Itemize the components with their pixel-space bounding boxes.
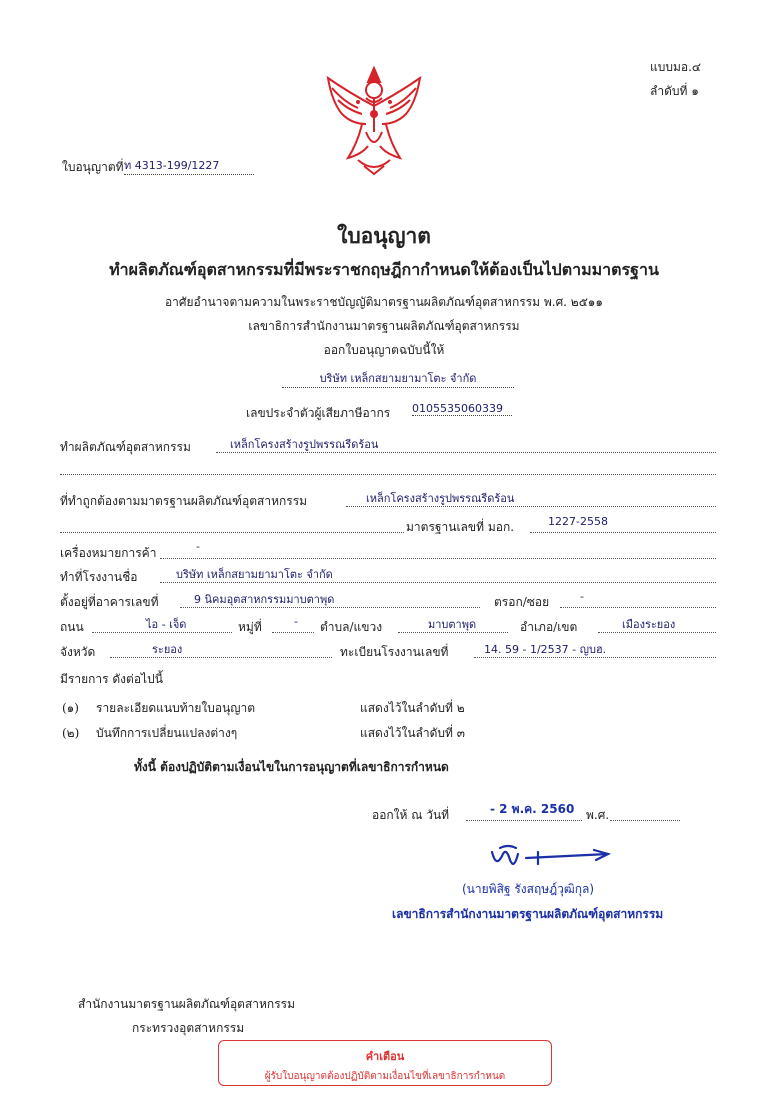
issue-era: พ.ศ. (586, 808, 610, 822)
list-item-number: (๑) (62, 701, 79, 715)
list-item-text: รายละเอียดแนบท้ายใบอนุญาต (96, 701, 256, 715)
signature-icon (486, 838, 616, 878)
standard-no-value: 1227-2558 (548, 515, 608, 528)
district-value: เมืองระยอง (622, 618, 676, 631)
product-value: เหล็กโครงสร้างรูปพรรณรีดร้อน (230, 438, 379, 451)
issue-date-dotted-line (466, 820, 582, 821)
list-item-number: (๒) (62, 726, 80, 740)
moo-value: - (294, 615, 298, 628)
standard-no-dotted-line (530, 532, 716, 533)
trademark-value: - (196, 540, 200, 553)
subdistrict-dotted-line (398, 632, 508, 633)
list-heading: มีรายการ ดังต่อไปนี้ (60, 672, 163, 686)
issue-label: ออกให้ ณ วันที่ (372, 808, 450, 822)
intro-line-1: อาศัยอำนาจตามความในพระราชบัญญัติมาตรฐานผลิตภัณฑ์อุตสาหกรรม พ.ศ. ๒๕๑๑ (164, 295, 604, 309)
tax-id-label: เลขประจำตัวผู้เสียภาษีอากร (246, 406, 391, 420)
alley-value: - (580, 590, 584, 603)
factory-label: ทำที่โรงงานชื่อ (60, 570, 138, 584)
province-dotted-line (110, 657, 332, 658)
license-label: ใบอนุญาตที่ (62, 160, 124, 174)
issue-era-dotted-line (610, 820, 680, 821)
intro-line-2: เลขาธิการสำนักงานมาตรฐานผลิตภัณฑ์อุตสาหกรรม (248, 319, 520, 333)
address-dotted-line (180, 607, 480, 608)
road-label: ถนน (60, 620, 84, 634)
standard-value: เหล็กโครงสร้างรูปพรรณรีดร้อน (366, 492, 515, 505)
issue-date-stamp: - 2 พ.ค. 2560 (490, 802, 575, 816)
address-value: 9 นิคมอุตสาหกรรมมาบตาพุด (194, 593, 335, 606)
road-value: ไอ - เจ็ด (146, 618, 187, 631)
document-title: ใบอนุญาต (337, 223, 431, 248)
list-item-text: บันทึกการเปลี่ยนแปลงต่างๆ (96, 726, 238, 740)
province-label: จังหวัด (60, 645, 96, 659)
standard-blank-line (60, 532, 404, 533)
alley-dotted-line (560, 607, 716, 608)
address-label: ตั้งอยู่ที่อาคารเลขที่ (60, 595, 159, 609)
factory-reg-label: ทะเบียนโรงงานเลขที่ (340, 645, 449, 659)
standard-no-label: มาตรฐานเลขที่ มอก. (406, 520, 515, 534)
product-dotted-line (216, 452, 716, 453)
blank-dotted-line (60, 474, 716, 475)
footer-ministry: กระทรวงอุตสาหกรรม (132, 1021, 245, 1035)
alley-label: ตรอก/ซอย (494, 595, 550, 609)
signatory-name: (นายพิสิฐ รังสฤษฎ์วุฒิกุล) (462, 882, 595, 896)
list-item-reference: แสดงไว้ในลำดับที่ ๒ (360, 701, 465, 715)
standard-dotted-line (346, 506, 716, 507)
subdistrict-label: ตำบล/แขวง (320, 620, 383, 634)
road-dotted-line (92, 632, 232, 633)
subdistrict-value: มาบตาพุด (428, 618, 477, 631)
warning-text: ผู้รับใบอนุญาตต้องปฏิบัติตามเงื่อนไขที่เลขาธิการกำหนด (264, 1071, 506, 1082)
factory-dotted-line (160, 582, 716, 583)
form-number: แบบมอ.๔ (650, 60, 701, 74)
warning-title: คำเตือน (365, 1050, 405, 1063)
district-label: อำเภอ/เขต (520, 620, 578, 634)
trademark-label: เครื่องหมายการค้า (60, 546, 157, 560)
intro-line-3: ออกใบอนุญาตฉบับนี้ให้ (323, 343, 445, 357)
warning-box (218, 1040, 552, 1086)
garuda-emblem-icon (318, 62, 430, 178)
signatory-position: เลขาธิการสำนักงานมาตรฐานผลิตภัณฑ์อุตสาหกรรม (392, 907, 664, 921)
factory-reg-dotted-line (474, 657, 716, 658)
list-item-reference: แสดงไว้ในลำดับที่ ๓ (360, 726, 465, 740)
tax-id: 0105535060339 (412, 402, 512, 416)
trademark-dotted-line (160, 558, 716, 559)
moo-label: หมู่ที่ (238, 620, 262, 634)
standard-label: ที่ทำถูกต้องตามมาตรฐานผลิตภัณฑ์อุตสาหกรรม (60, 494, 308, 508)
factory-reg-value: 14. 59 - 1/2537 - ญบฮ. (484, 643, 607, 656)
page-number: ลำดับที่ ๑ (650, 84, 699, 98)
factory-value: บริษัท เหล็กสยามยามาโตะ จำกัด (176, 568, 333, 581)
company-name: บริษัท เหล็กสยามยามาโตะ จำกัด (282, 369, 514, 388)
province-value: ระยอง (152, 643, 183, 656)
district-dotted-line (598, 632, 716, 633)
license-number: ท 4313-199/1227 (124, 156, 254, 175)
moo-dotted-line (272, 632, 314, 633)
document-subtitle: ทำผลิตภัณฑ์อุตสาหกรรมที่มีพระราชกฤษฎีกากำหนดให้ต้องเป็นไปตามมาตรฐาน (109, 260, 659, 279)
condition-text: ทั้งนี้ ต้องปฏิบัติตามเงื่อนไขในการอนุญาตที่เลขาธิการกำหนด (134, 760, 449, 774)
product-label: ทำผลิตภัณฑ์อุตสาหกรรม (60, 440, 191, 454)
footer-office: สำนักงานมาตรฐานผลิตภัณฑ์อุตสาหกรรม (78, 997, 296, 1011)
